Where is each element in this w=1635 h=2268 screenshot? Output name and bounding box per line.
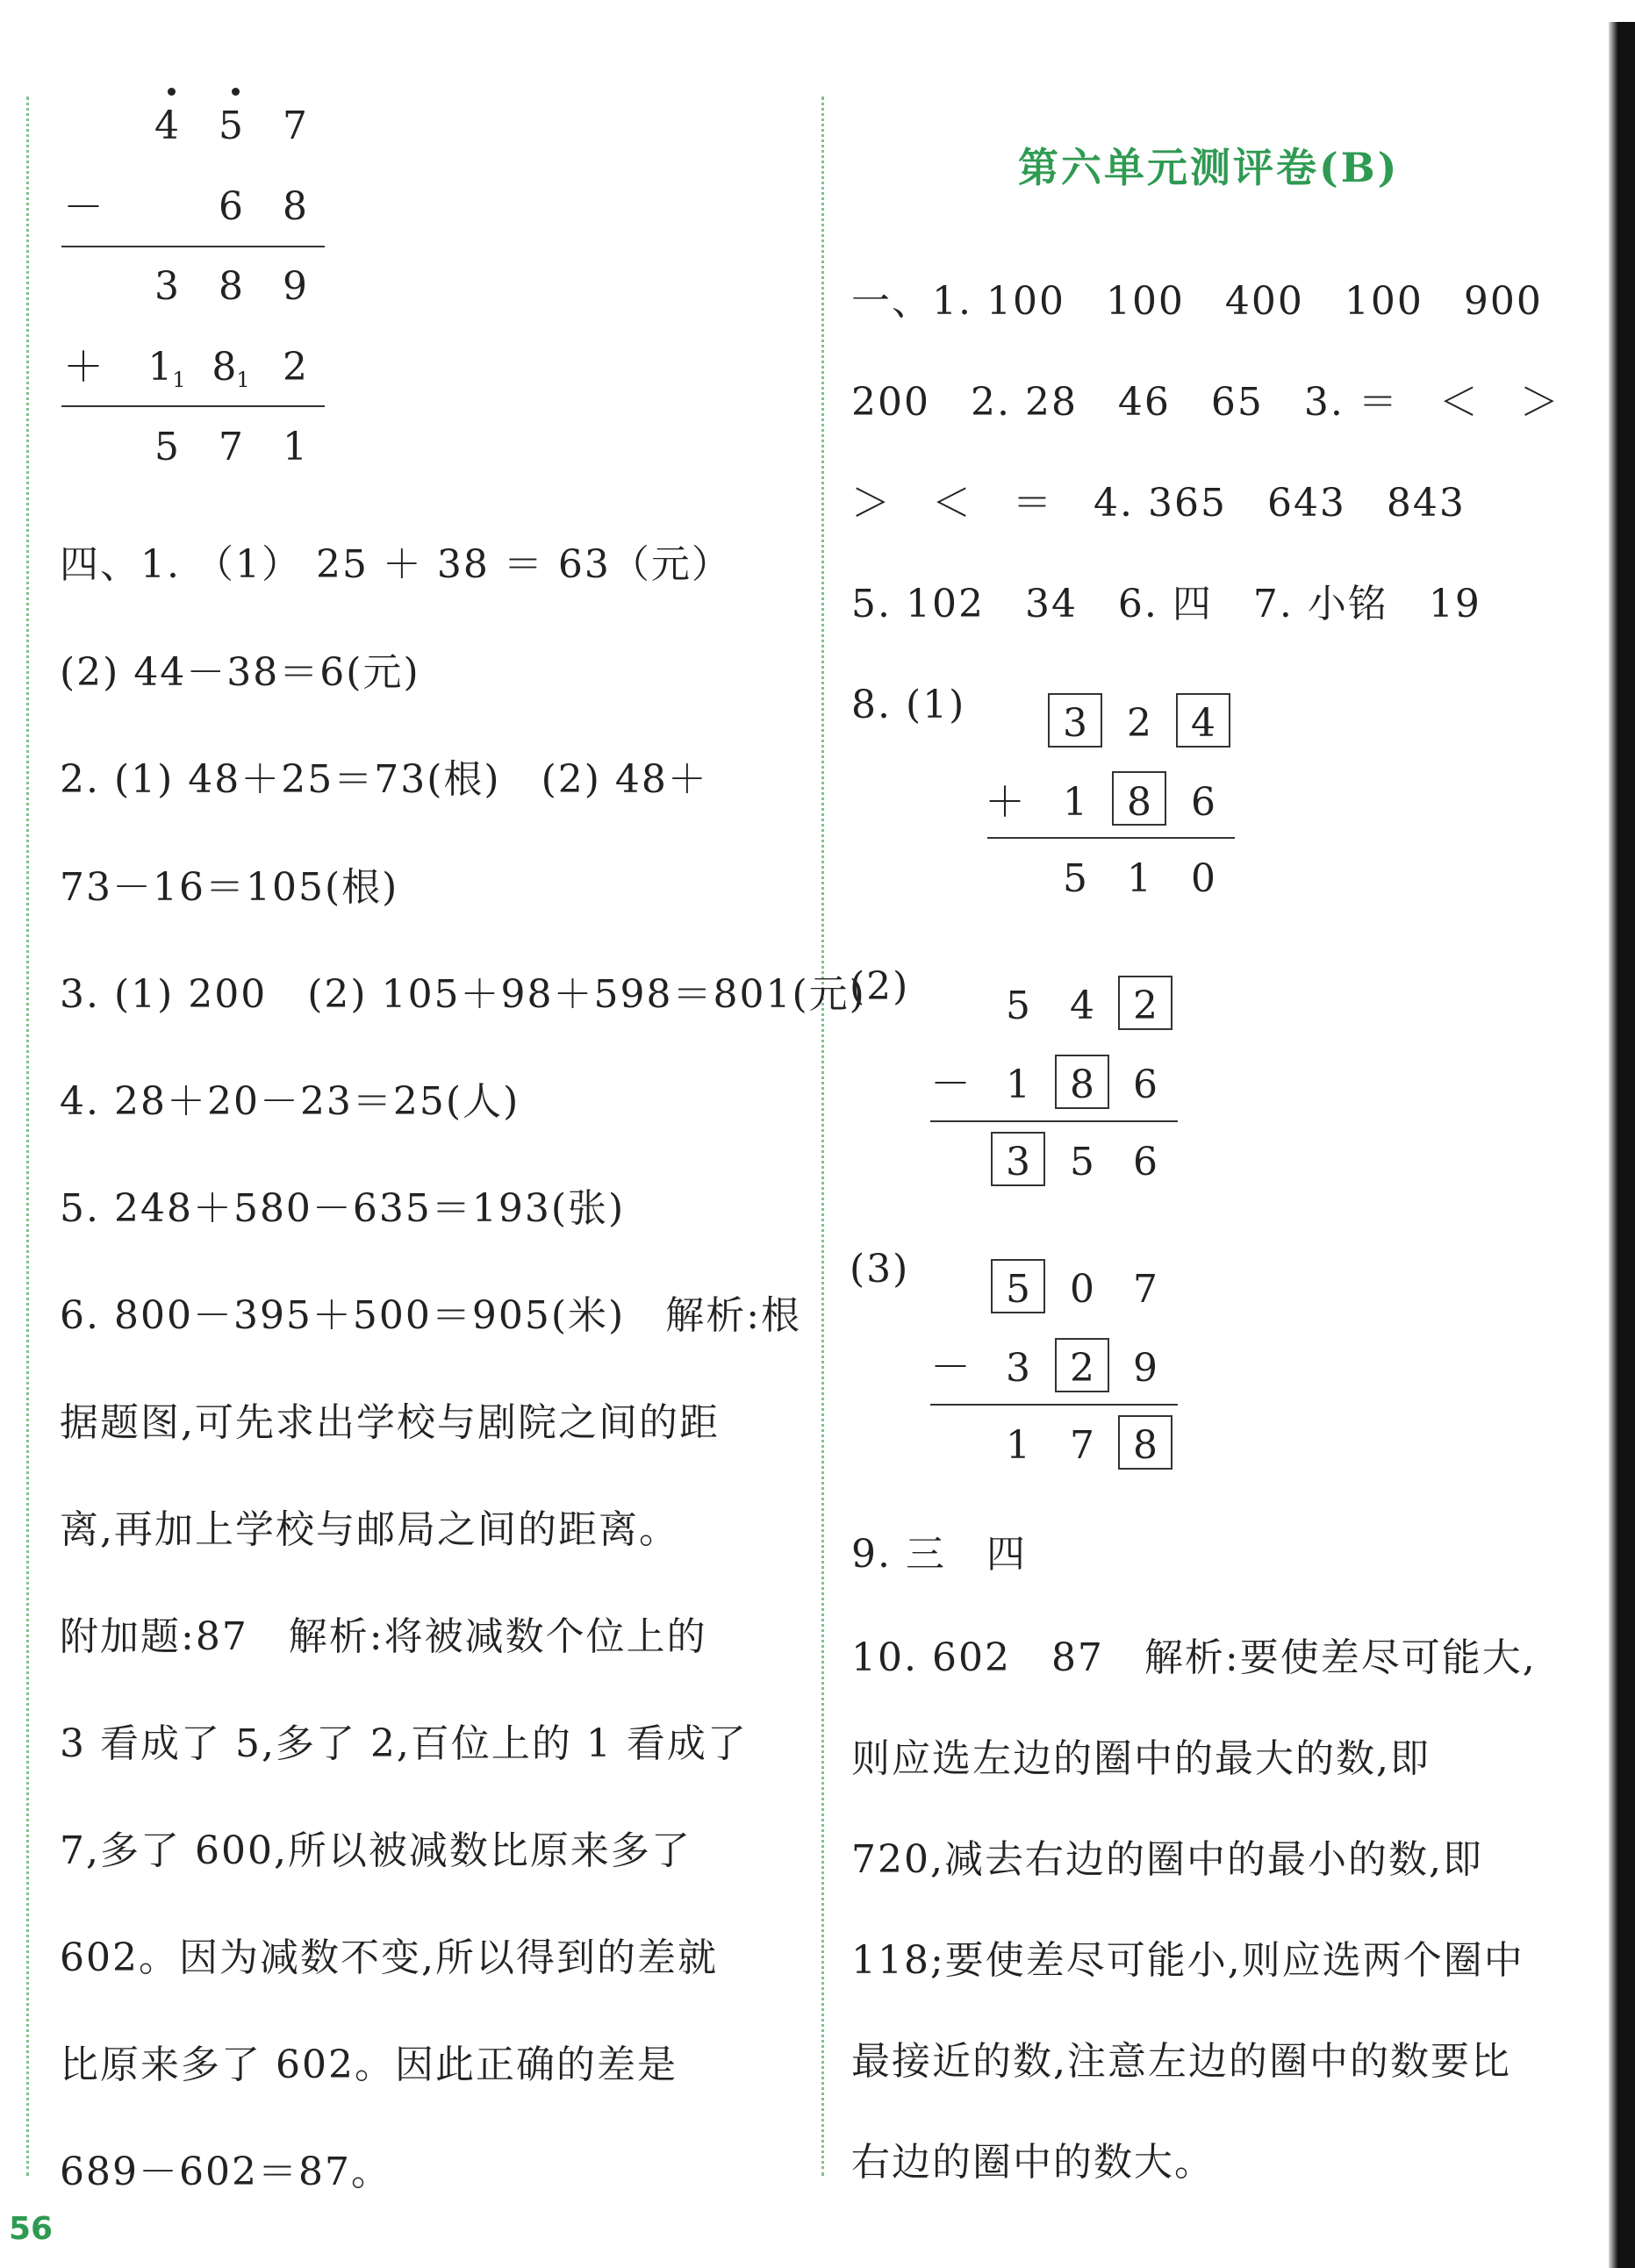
answer-line: 比原来多了 602。因此正确的差是 <box>60 2043 678 2087</box>
answer-line: 5. 248＋580－635＝193(张) <box>60 1186 626 1231</box>
digit <box>204 345 257 392</box>
digit: 3 <box>154 264 179 309</box>
answer-line: 右边的圈中的数大。 <box>851 2140 1215 2185</box>
carry-dot <box>232 88 240 96</box>
calc-line <box>930 1120 1178 1122</box>
answer-line: 10. 602 87 解析:要使差尽可能大, <box>851 1635 1537 1680</box>
digit: 6 <box>1133 1062 1158 1107</box>
digit: 7 <box>283 104 307 148</box>
answer-line: (2) 44－38＝6(元) <box>60 650 420 695</box>
section-title: 第六单元测评卷(B) <box>1018 144 1400 191</box>
calc-line <box>930 1404 1178 1406</box>
digit: 5 <box>219 104 243 148</box>
digit: 5 <box>1063 856 1087 901</box>
digit: 2 <box>1133 984 1158 1028</box>
calc-line <box>61 405 325 407</box>
digit: 2 <box>1070 1346 1094 1391</box>
left-margin-rule <box>26 97 29 2176</box>
digit: 4 <box>1191 701 1215 746</box>
digit: 4 <box>1070 984 1094 1028</box>
digit: 0 <box>1191 856 1215 901</box>
answer-line: 一、1. 100 100 400 100 900 <box>851 279 1543 324</box>
digit: 4 <box>154 104 179 148</box>
digit: 5 <box>1006 984 1030 1028</box>
digit: 8 <box>1127 780 1151 825</box>
answer-line: 4. 28＋20－23＝25(人) <box>60 1079 520 1124</box>
calc-line <box>61 246 325 247</box>
digit: 6 <box>1133 1140 1158 1184</box>
digit: 8 <box>1133 1423 1158 1468</box>
digit: 6 <box>219 184 243 229</box>
page-edge-shadow <box>1609 22 1635 2268</box>
digit: 8 <box>283 184 307 229</box>
column-divider <box>821 97 824 2176</box>
answer-line: 四、1. （1） 25 ＋ 38 ＝ 63（元） <box>60 542 732 587</box>
question-label: (2) <box>850 964 910 1009</box>
answer-line: 离,再加上学校与邮局之间的距离。 <box>60 1507 679 1552</box>
digit: 2 <box>283 345 307 390</box>
answer-line: 602。因为减数不变,所以得到的差就 <box>60 1935 718 1980</box>
answer-line: 6. 800－395＋500＝905(米) 解析:根 <box>60 1293 802 1338</box>
answer-line: 200 2. 28 46 65 3. ＝ ＜ ＞ <box>851 380 1560 425</box>
answer-line: 689－602＝87。 <box>60 2150 391 2194</box>
digit: 0 <box>1070 1267 1094 1312</box>
answer-line: ＞ ＜ ＝ 4. 365 643 843 <box>851 481 1466 526</box>
answer-line: 最接近的数,注意左边的圈中的数要比 <box>851 2039 1511 2084</box>
answer-line: 9. 三 四 <box>851 1532 1027 1577</box>
question-label: 8. (1) <box>851 683 966 727</box>
operator-plus: ＋ <box>63 343 104 390</box>
question-label: (3) <box>850 1247 910 1291</box>
digit <box>140 345 193 392</box>
answer-line: 73－16＝105(根) <box>60 865 399 910</box>
digit-value: 1 <box>147 345 173 390</box>
digit: 1 <box>1006 1062 1030 1107</box>
answer-line: 720,减去右边的圈中的最小的数,即 <box>851 1837 1483 1882</box>
digit: 1 <box>1006 1423 1030 1468</box>
digit: 7 <box>219 425 243 469</box>
digit: 1 <box>1063 780 1087 825</box>
answer-line: 据题图,可先求出学校与剧院之间的距 <box>60 1400 720 1445</box>
digit: 3 <box>1006 1140 1030 1184</box>
answer-line: 118;要使差尽可能小,则应选两个圈中 <box>851 1938 1524 1983</box>
page-number: 56 <box>9 2211 54 2247</box>
carry-mark: 1 <box>236 368 250 392</box>
answer-line: 7,多了 600,所以被减数比原来多了 <box>60 1828 692 1873</box>
answer-line: 3. (1) 200 (2) 105＋98＋598＝801(元) <box>60 972 866 1017</box>
answer-line: 附加题:87 解析:将被减数个位上的 <box>60 1614 707 1659</box>
digit: 6 <box>1191 780 1215 825</box>
digit: 9 <box>283 264 307 309</box>
digit-value: 8 <box>212 345 237 390</box>
digit: 5 <box>1006 1267 1030 1312</box>
digit: 5 <box>1070 1140 1094 1184</box>
digit: 8 <box>219 264 243 309</box>
carry-dot <box>168 88 176 96</box>
operator-minus: － <box>63 183 104 231</box>
operator-minus: － <box>930 1343 971 1391</box>
answer-line: 5. 102 34 6. 四 7. 小铭 19 <box>851 582 1481 626</box>
operator-plus: ＋ <box>985 778 1025 826</box>
operator-minus: － <box>930 1060 971 1107</box>
digit: 2 <box>1127 701 1151 746</box>
digit: 1 <box>1127 856 1151 901</box>
digit: 3 <box>1063 701 1087 746</box>
answer-line: 3 看成了 5,多了 2,百位上的 1 看成了 <box>60 1721 748 1766</box>
digit: 9 <box>1133 1346 1158 1391</box>
digit: 7 <box>1070 1423 1094 1468</box>
calc-line <box>987 837 1235 839</box>
digit: 8 <box>1070 1062 1094 1107</box>
answer-line: 则应选左边的圈中的最大的数,即 <box>851 1736 1431 1781</box>
answer-line: 2. (1) 48＋25＝73(根) (2) 48＋ <box>60 757 708 802</box>
digit: 5 <box>154 425 179 469</box>
digit: 3 <box>1006 1346 1030 1391</box>
digit: 7 <box>1133 1267 1158 1312</box>
digit: 1 <box>283 425 307 469</box>
carry-mark: 1 <box>172 368 186 392</box>
